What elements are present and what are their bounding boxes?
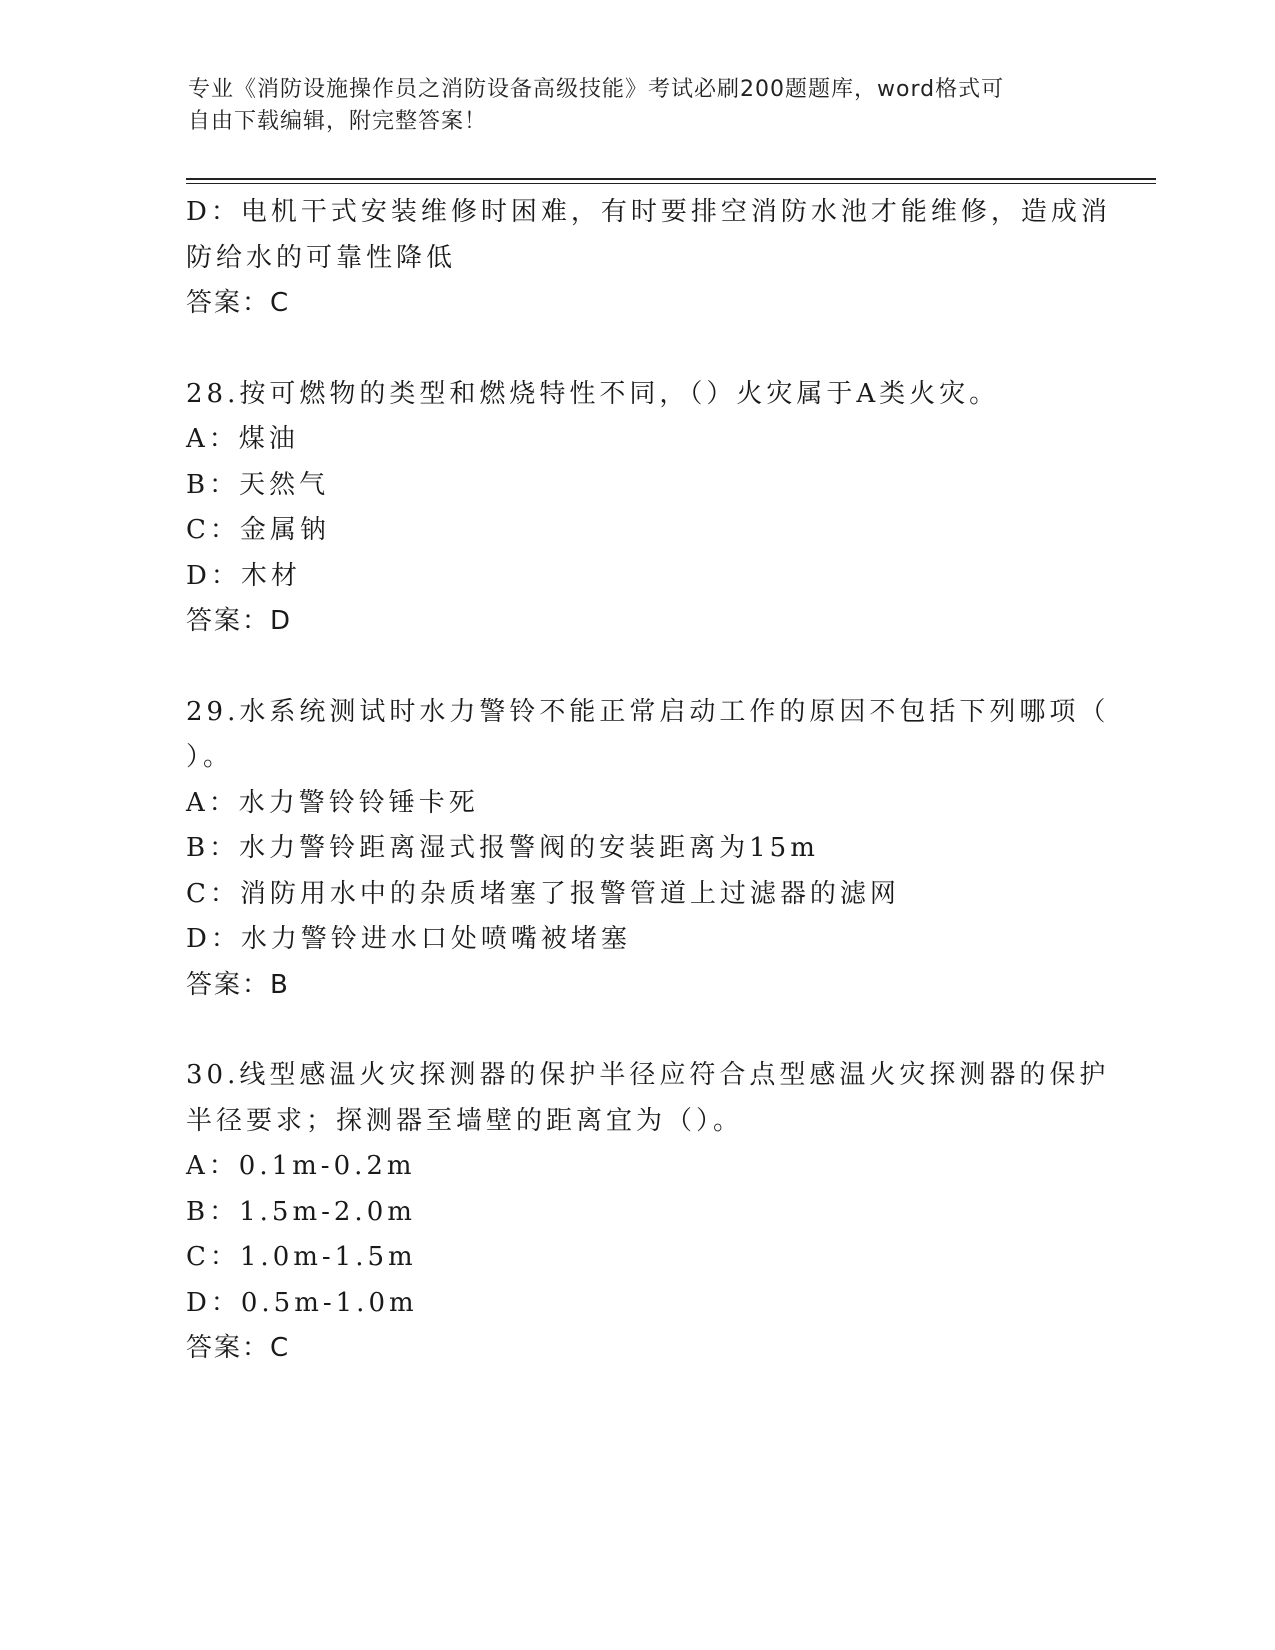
question-stem: 30.线型感温火灾探测器的保护半径应符合点型感温火灾探测器的保护 [186, 1060, 1110, 1090]
option-d-continued: 防给水的可靠性降低 [186, 242, 457, 273]
header-divider-thin [186, 183, 1156, 184]
answer-line: 答案：B [186, 969, 290, 1000]
header-line: 专业《消防设施操作员之消防设备高级技能》考试必刷200题题库，word格式可 [188, 77, 1005, 102]
option-a: A：煤油 [186, 424, 299, 454]
option-d: D：0.5m-1.0m [186, 1287, 418, 1318]
option-d: D：电机干式安装维修时困难，有时要排空消防水池才能维修，造成消 [186, 197, 1111, 227]
header-divider [186, 178, 1156, 180]
header-line: 自由下载编辑，附完整答案！ [188, 109, 488, 134]
option-d: D：木材 [186, 560, 301, 591]
option-d: D：水力警铃进水口处喷嘴被堵塞 [186, 924, 631, 954]
question-list [186, 190, 1111, 1372]
option-c: C：消防用水中的杂质堵塞了报警管道上过滤器的滤网 [186, 878, 900, 909]
question-stem-continued: 半径要求；探测器至墙壁的距离宜为（）。 [186, 1105, 744, 1136]
answer-line: 答案：C [186, 288, 291, 318]
question-29 [186, 690, 1110, 1009]
question-stem-continued: ）。 [186, 742, 234, 772]
question-stem: 29.水系统测试时水力警铃不能正常启动工作的原因不包括下列哪项（ [186, 696, 1110, 727]
previous-question-tail [186, 190, 1111, 327]
option-c: C：1.0m-1.5m [186, 1242, 417, 1272]
question-28 [186, 372, 1086, 645]
option-b: B：天然气 [186, 469, 330, 500]
option-b: B：水力警铃距离湿式报警阀的安装距离为15m [186, 833, 819, 863]
option-c: C：金属钠 [186, 515, 330, 545]
question-stem: 28.按可燃物的类型和燃烧特性不同，（）火灾属于A类火灾。 [186, 378, 1000, 409]
option-b: B：1.5m-2.0m [186, 1196, 416, 1227]
option-a: A：0.1m-0.2m [186, 1151, 416, 1181]
answer-line: 答案：C [186, 1333, 291, 1363]
option-a: A：水力警铃铃锤卡死 [186, 787, 479, 818]
document-header [188, 74, 1088, 138]
answer-line: 答案：D [186, 606, 293, 636]
question-30 [186, 1053, 1110, 1372]
